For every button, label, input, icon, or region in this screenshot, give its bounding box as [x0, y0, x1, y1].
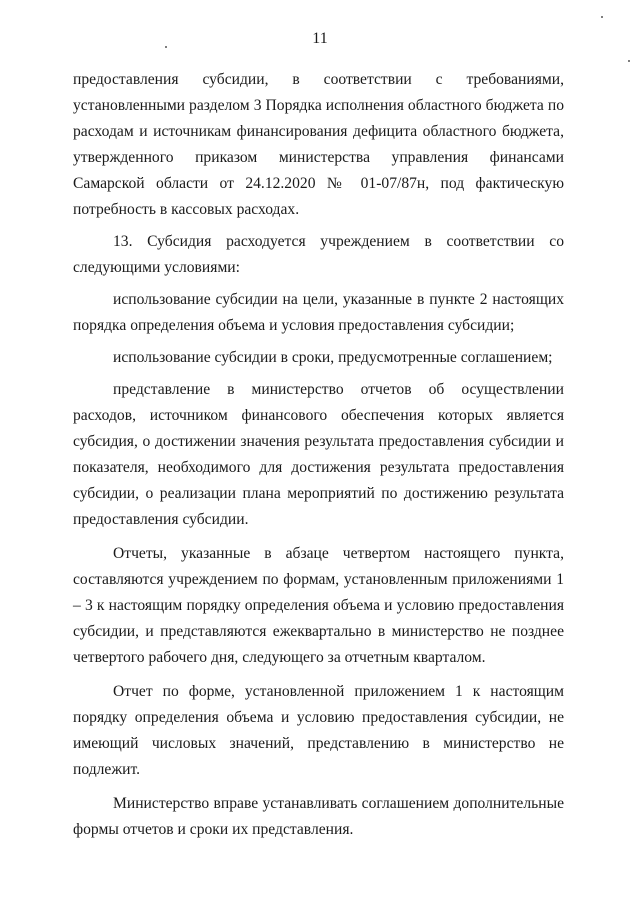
scan-speck: [165, 46, 167, 48]
scan-speck: [601, 16, 603, 18]
scan-speck: [628, 60, 630, 62]
document-body: [73, 67, 564, 843]
paragraph-condition-reports: представление в министерство отчетов об осуществлении расходов, источником финансового обеспечения которых является субсидия, о достижении значения результата предоставления субсидии и показателя, необходимого для достижения результата предоставления субсидии, о реализации плана мероприятий по достижению результата предоставления субсидии.: [73, 381, 564, 528]
paragraph-condition-purpose: использование субсидии на цели, указанные в пункте 2 настоящих порядка определения объема и условия предоставления субсидии;: [73, 291, 564, 334]
paragraph-item-13: 13. Субсидия расходуется учреждением в соответствии со следующими условиями:: [73, 233, 564, 276]
paragraph-reports-forms: Отчеты, указанные в абзаце четвертом настоящего пункта, составляются учреждением по формам, установленным приложениями 1 – 3 к настоящим порядку определения объема и условию предоставления субсидии, и представляются ежеквартально в министерство не позднее четвертого рабочего дня, следующего за отчетным кварталом.: [73, 545, 564, 666]
paragraph-continuation: предоставления субсидии, в соответствии с требованиями, установленными разделом 3 Порядка исполнения областного бюджета по расходам и источникам финансирования дефицита областного бюджета, утвержденного приказом министерства управления финансами Самарской области от 24.12.2020 № 01-07/87н, под фактическую потребность в кассовых расходах.: [73, 71, 564, 218]
paragraph-report-form-1: Отчет по форме, установленной приложением 1 к настоящим порядку определения объема и условию предоставления субсидии, не имеющий числовых значений, представлению в министерство не подлежит.: [73, 683, 564, 778]
paragraph-condition-terms: использование субсидии в сроки, предусмотренные соглашением;: [113, 349, 553, 366]
paragraph-ministry-rights: Министерство вправе устанавливать соглашением дополнительные формы отчетов и сроки их представления.: [73, 795, 564, 838]
page-number: 11: [312, 30, 328, 47]
